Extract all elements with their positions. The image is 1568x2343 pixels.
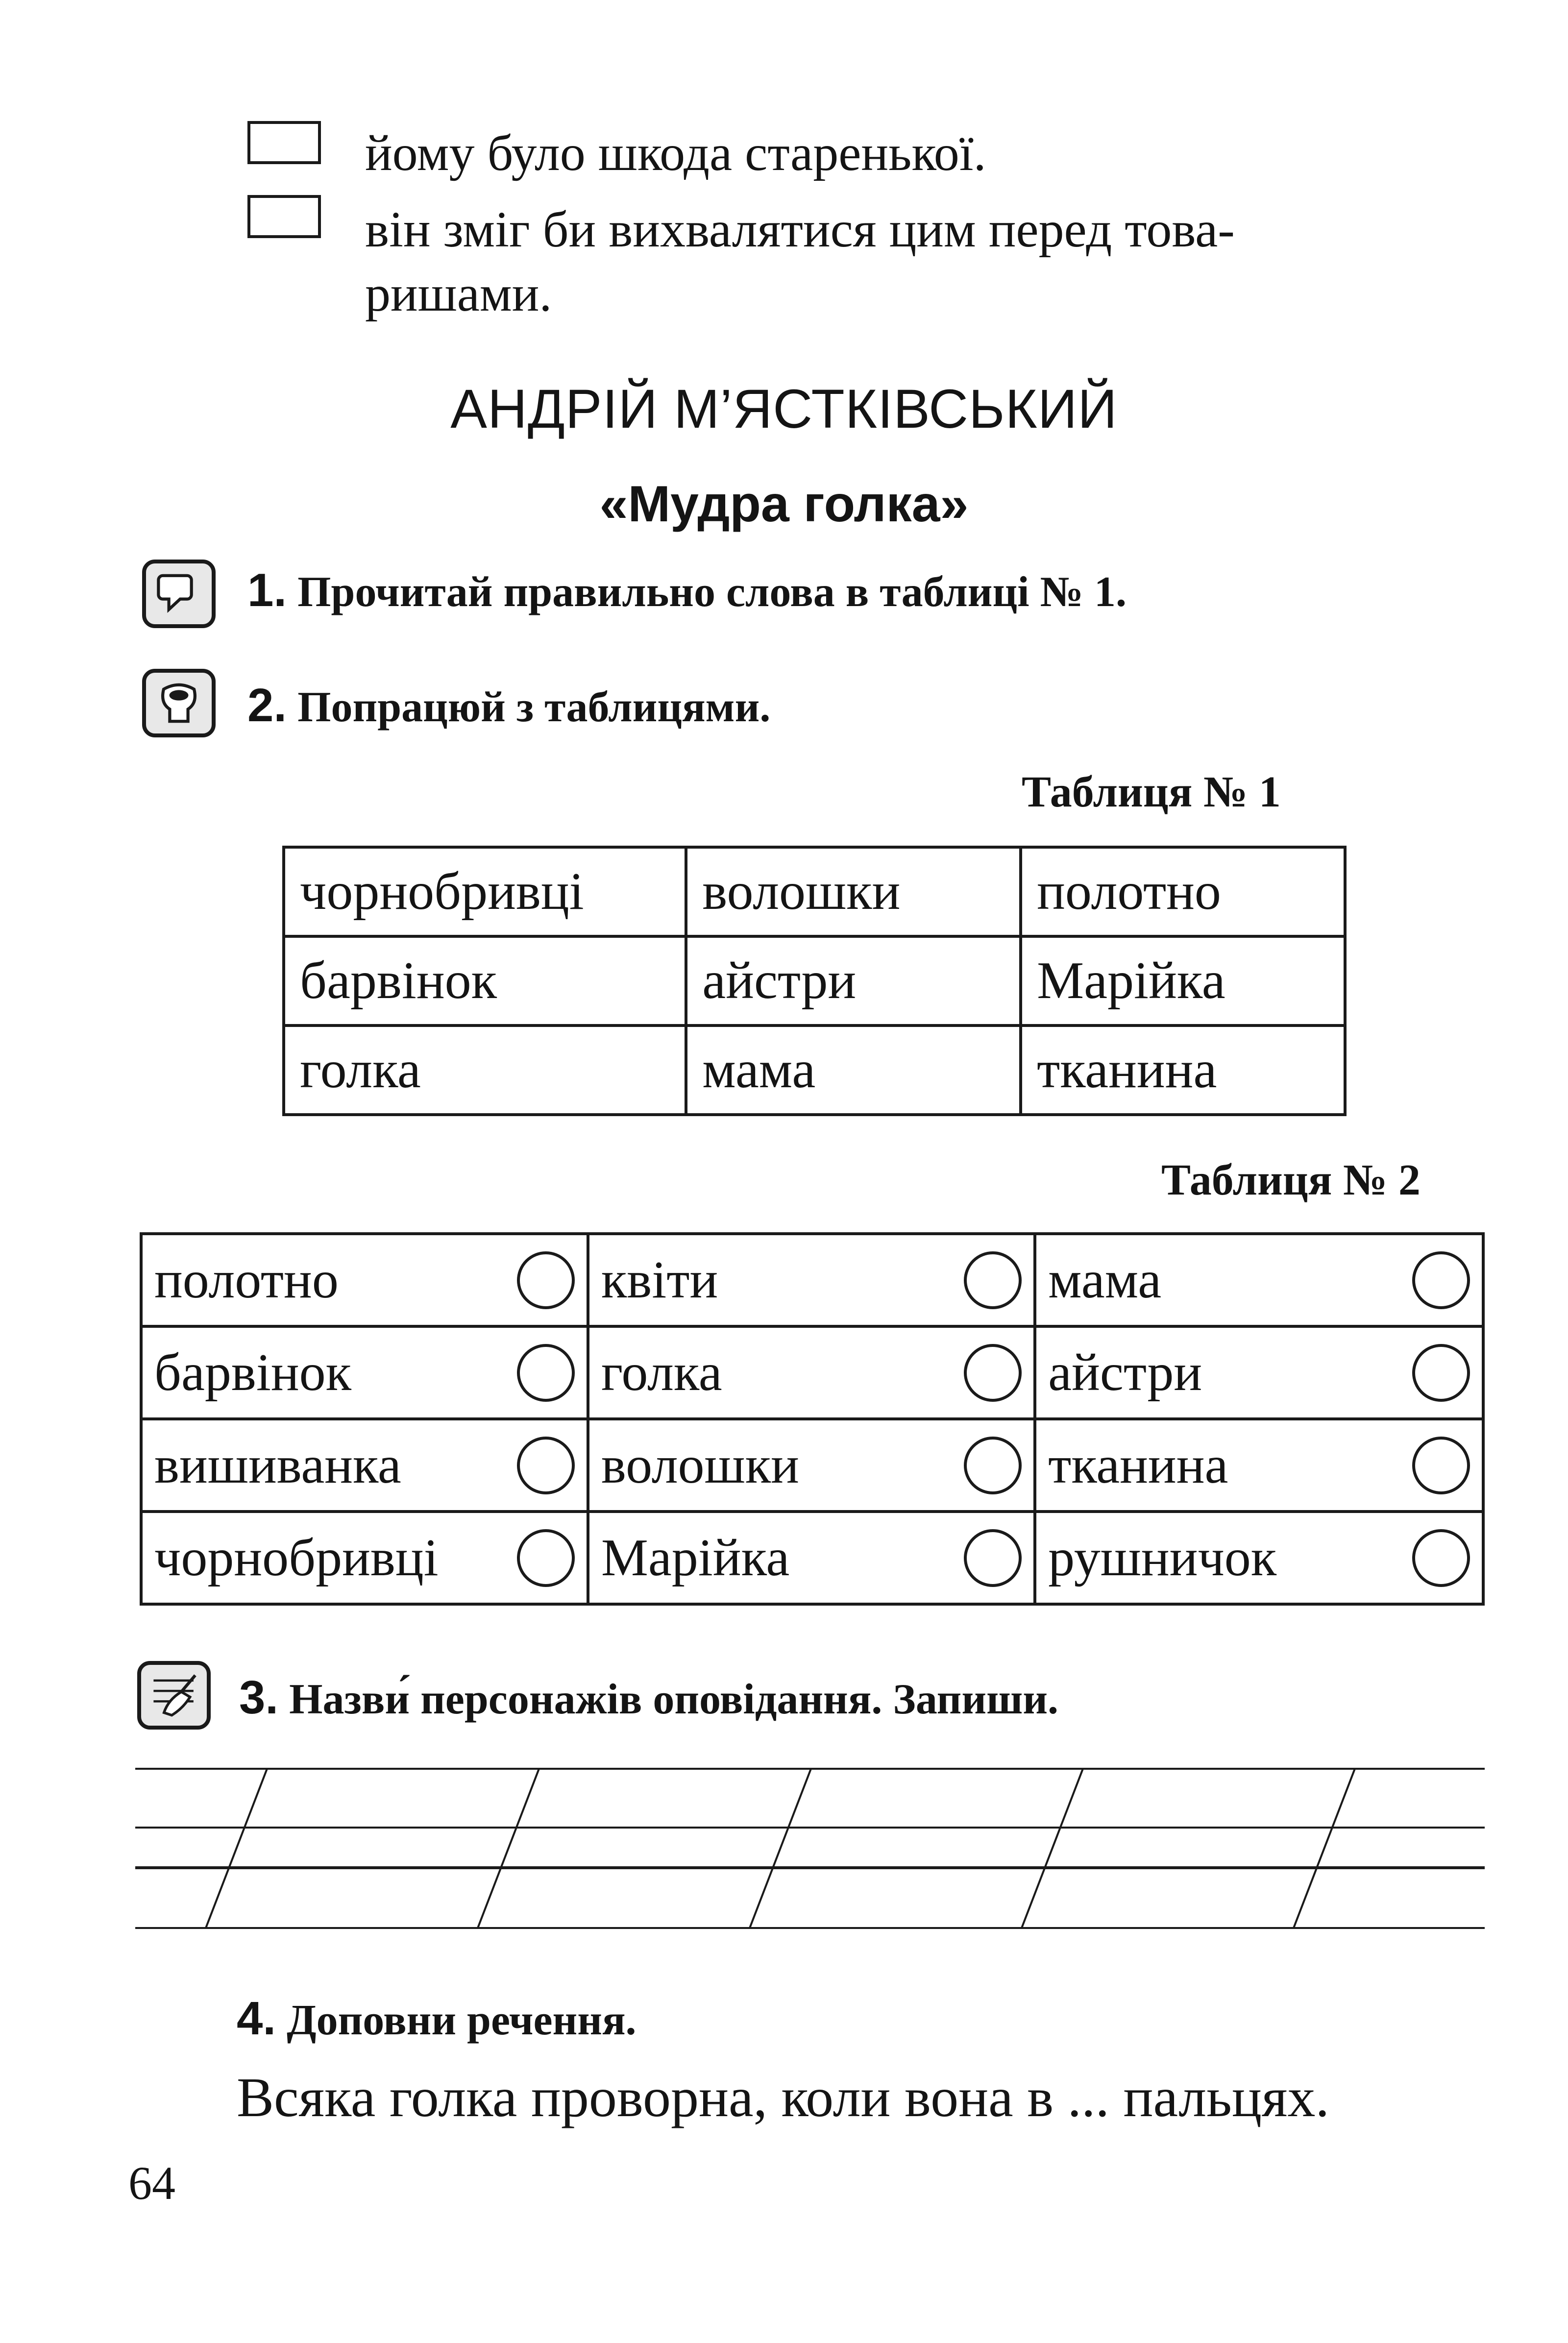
author-heading: АНДРІЙ М’ЯСТКІВСЬКИЙ xyxy=(450,378,1118,439)
completion-sentence: Всяка голка проворна, коли вона в ... пальцях. xyxy=(237,2066,1329,2128)
table-1-cell: полотно xyxy=(1021,847,1345,936)
task-2-number: 2. xyxy=(247,679,287,732)
table-1-cell: Марійка xyxy=(1021,936,1345,1025)
table-1-cell: айстри xyxy=(686,936,1021,1025)
table-2-word: волошки xyxy=(601,1436,799,1494)
table-1-cell: мама xyxy=(686,1025,1021,1115)
task-3-text: Назви́ персонажів оповідання. Запиши. xyxy=(289,1676,1059,1723)
answer-option-1: йому було шкода старенької. xyxy=(365,125,986,181)
task-4-number: 4. xyxy=(237,1992,276,2045)
table-1-cell: тканина xyxy=(1021,1025,1345,1115)
table-2-caption: Таблиця № 2 xyxy=(1161,1156,1421,1204)
task-3-number: 3. xyxy=(239,1671,279,1724)
table-2-word: чорнобривці xyxy=(154,1528,439,1587)
table-1-cell: волошки xyxy=(686,847,1021,936)
table-2-word: вишиванка xyxy=(154,1436,401,1494)
task-4-text: Доповни речення. xyxy=(287,1997,637,2044)
answer-option-2-continuation: ришами. xyxy=(365,266,552,322)
table-2-word: квіти xyxy=(601,1250,718,1309)
table-2-word: мама xyxy=(1048,1250,1162,1309)
story-title: «Мудра голка» xyxy=(599,476,969,533)
table-2-word: Марійка xyxy=(601,1528,790,1587)
task-4-instruction xyxy=(237,1992,637,2046)
table-1-cell: голка xyxy=(284,1025,686,1115)
table-2-word: рушничок xyxy=(1048,1528,1277,1587)
table-2-word: айстри xyxy=(1048,1343,1202,1402)
task-1-number: 1. xyxy=(247,564,287,616)
table-2-word: барвінок xyxy=(154,1343,352,1402)
table-2-word: полотно xyxy=(154,1250,339,1309)
table-1-cell: чорнобривці xyxy=(284,847,686,936)
table-1-cell: барвінок xyxy=(284,936,686,1025)
task-1-text: Прочитай правильно слова в таблиці № 1. xyxy=(297,568,1127,616)
page-number: 64 xyxy=(128,2157,175,2209)
task-2-text: Попрацюй з таблицями. xyxy=(297,683,771,731)
answer-option-2: він зміг би вихвалятися цим перед това- xyxy=(365,201,1235,258)
table-1-caption: Таблиця № 1 xyxy=(1022,768,1281,816)
table-2-word: тканина xyxy=(1048,1436,1228,1494)
table-2-word: голка xyxy=(601,1343,722,1402)
